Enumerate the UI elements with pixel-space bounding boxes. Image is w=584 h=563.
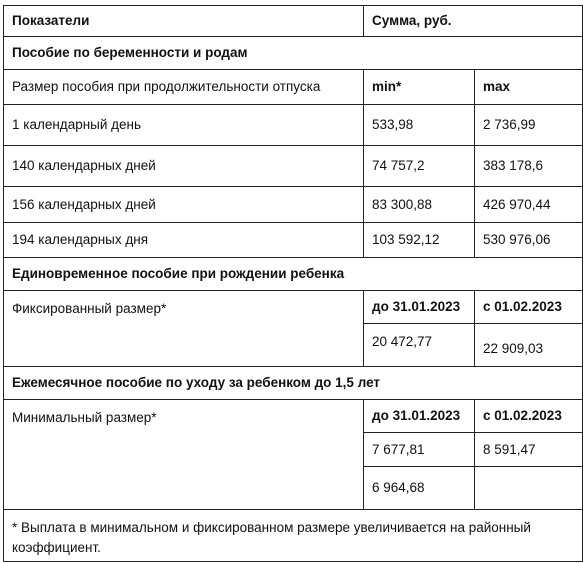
period-cell: 194 календарных дня [3,222,363,257]
min-value-cell: 74 757,2 [363,145,474,186]
max-value-cell: 2 736,99 [474,104,582,145]
birth-before-value: 20 472,77 [363,323,474,366]
min-value-cell: 103 592,12 [363,222,474,257]
birth-row-label: Фиксированный размер* [3,290,363,366]
childcare-row-label: Минимальный размер* [3,399,363,509]
min-label: min* [363,69,474,104]
max-value-cell: 383 178,6 [474,145,582,186]
header-indicators: Показатели [3,5,363,36]
min-value-cell: 533,98 [363,104,474,145]
section-title-maternity: Пособие по беременности и родам [3,36,582,69]
max-label: max [474,69,582,104]
period-cell: 156 календарных дней [3,186,363,222]
section-title-childcare: Ежемесячное пособие по уходу за ребенком до 1,5 лет [3,366,582,399]
maternity-row-label: Размер пособия при продолжительности отпуска [3,69,363,104]
footnote: * Выплата в минимальном и фиксированном размере увеличивается на районный коэффициент. [3,509,582,561]
min-value-cell: 83 300,88 [363,186,474,222]
birth-before-label: до 31.01.2023 [363,290,474,323]
childcare-after-value-2 [474,466,582,509]
period-cell: 140 календарных дней [3,145,363,186]
birth-after-label: с 01.02.2023 [474,290,582,323]
period-cell: 1 календарный день [3,104,363,145]
header-amount: Сумма, руб. [363,5,582,36]
table-border-right [582,5,583,562]
childcare-before-label: до 31.01.2023 [363,399,474,432]
childcare-before-value: 7 677,81 [363,432,474,466]
section-title-birth: Единовременное пособие при рождении ребенка [3,257,582,290]
childcare-after-value: 8 591,47 [474,432,582,466]
childcare-before-value-2: 6 964,68 [363,466,474,509]
birth-after-value: 22 909,03 [474,323,582,366]
max-value-cell: 426 970,44 [474,186,582,222]
max-value-cell: 530 976,06 [474,222,582,257]
childcare-after-label: с 01.02.2023 [474,399,582,432]
table-border-bottom [3,561,583,562]
